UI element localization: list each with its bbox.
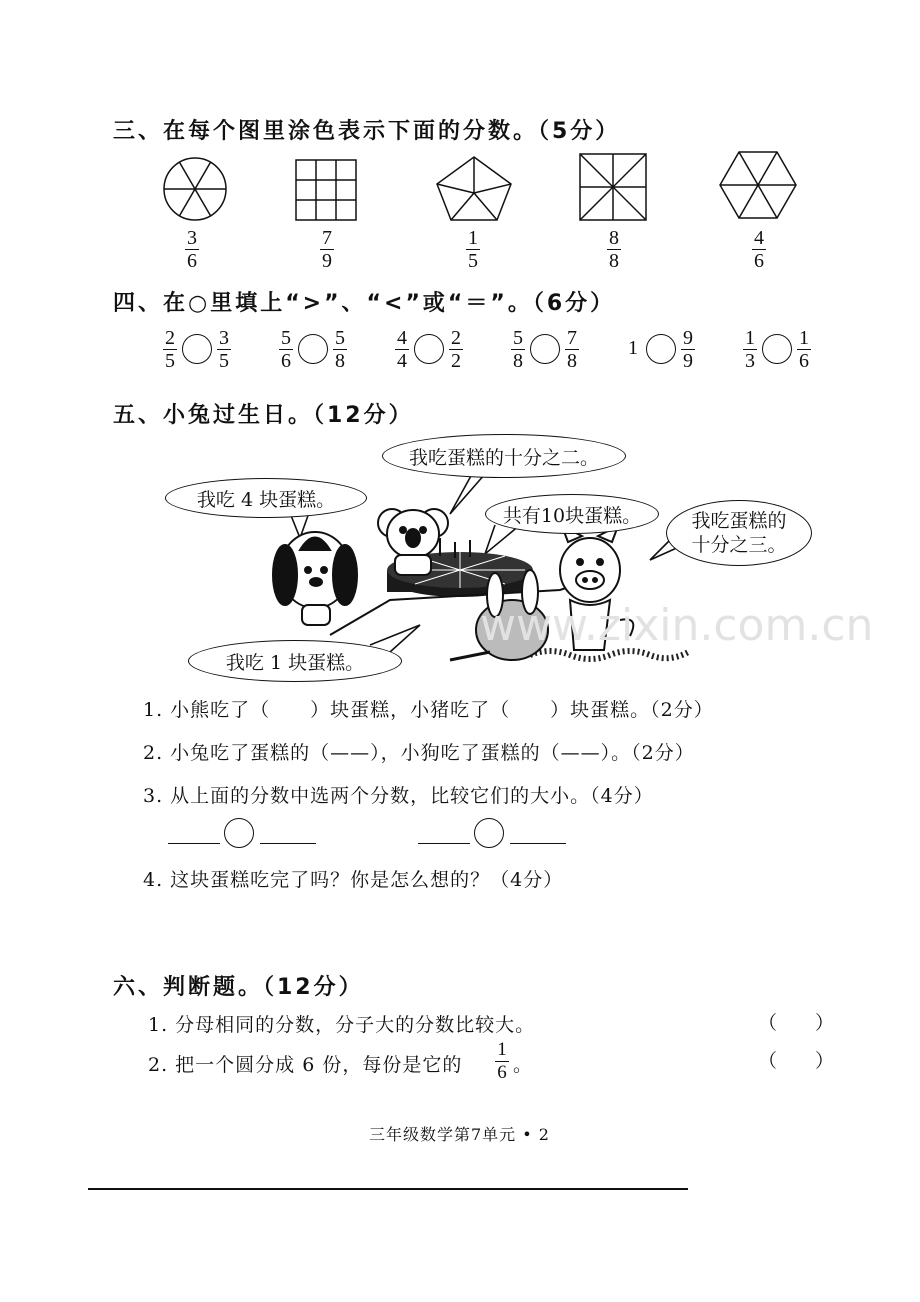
fraction-right: 2 2 xyxy=(451,327,461,372)
fraction-left: 5 6 xyxy=(281,327,291,372)
answer-blank[interactable] xyxy=(418,843,470,844)
hexagon-6-parts-figure xyxy=(720,152,796,218)
fraction-label: 8 8 xyxy=(609,227,619,272)
judgement-question-1: 1. 分母相同的分数，分子大的分数比较大。 xyxy=(148,1014,536,1036)
dog-speech-bubble: 我吃 4 块蛋糕。 xyxy=(165,478,367,518)
fraction-left: 1 3 xyxy=(745,327,755,372)
section-5-title: 五、小兔过生日。（12分） xyxy=(113,403,414,428)
whole-number-left: 1 xyxy=(628,337,638,359)
dog-figure xyxy=(273,532,357,625)
bottom-rule xyxy=(88,1188,688,1190)
question-5-4: 4. 这块蛋糕吃完了吗？你是怎么想的？（4分） xyxy=(143,869,564,891)
koala-speech-bubble: 我吃蛋糕的十分之二。 xyxy=(382,434,626,478)
question-5-3: 3. 从上面的分数中选两个分数，比较它们的大小。（4分） xyxy=(143,785,654,807)
fraction-label: 7 9 xyxy=(322,227,332,272)
compare-circle-input[interactable] xyxy=(646,334,676,364)
watermark: www.zixin.com.cn xyxy=(480,600,874,651)
fraction-label: 1 5 xyxy=(468,227,478,272)
compare-circle-input[interactable] xyxy=(298,334,328,364)
answer-blank[interactable] xyxy=(168,843,220,844)
compare-circle-input[interactable] xyxy=(762,334,792,364)
question-5-1: 1. 小熊吃了（ ）块蛋糕，小猪吃了（ ）块蛋糕。（2分） xyxy=(143,699,714,721)
pig-speech-bubble: 我吃蛋糕的 十分之三。 xyxy=(666,500,812,566)
grid-9-parts-figure xyxy=(296,160,356,220)
fraction-label: 4 6 xyxy=(754,227,764,272)
fraction-right: 9 9 xyxy=(683,327,693,372)
judgement-question-2: 2. 把一个圆分成 6 份，每份是它的 xyxy=(148,1054,463,1076)
section-6-title: 六、判断题。（12分） xyxy=(113,975,364,1000)
rabbit-speech-bubble: 我吃 1 块蛋糕。 xyxy=(188,640,402,682)
fraction-right: 1 6 xyxy=(799,327,809,372)
compare-circle-input[interactable] xyxy=(182,334,212,364)
compare-circle-input[interactable] xyxy=(224,818,254,848)
answer-blank[interactable] xyxy=(510,843,566,844)
compare-circle-input[interactable] xyxy=(414,334,444,364)
page-footer: 三年级数学第7单元 • 2 xyxy=(369,1125,550,1144)
total-speech-bubble: 共有10块蛋糕。 xyxy=(485,494,659,534)
judgement-fraction: 1 6 xyxy=(495,1040,509,1083)
circle-6-parts-figure xyxy=(164,158,226,220)
fraction-label: 3 6 xyxy=(187,227,197,272)
fraction-left: 2 5 xyxy=(165,327,175,372)
compare-circle-input[interactable] xyxy=(474,818,504,848)
section-3-shapes xyxy=(0,0,920,280)
answer-blank[interactable] xyxy=(260,843,316,844)
judgement-answer-box[interactable]: （ ） xyxy=(758,1050,835,1072)
question-5-2: 2. 小兔吃了蛋糕的（——），小狗吃了蛋糕的（——）。（2分） xyxy=(143,742,695,764)
square-8-parts-figure xyxy=(580,154,646,220)
section-3-title: 三、在每个图里涂色表示下面的分数。（5分） xyxy=(113,119,621,144)
fraction-right: 7 8 xyxy=(567,327,577,372)
fraction-right: 3 5 xyxy=(219,327,229,372)
pentagon-5-parts-figure xyxy=(437,157,511,220)
judgement-answer-box[interactable]: （ ） xyxy=(758,1012,835,1034)
compare-circle-input[interactable] xyxy=(530,334,560,364)
fraction-right: 5 8 xyxy=(335,327,345,372)
fraction-left: 5 8 xyxy=(513,327,523,372)
section-4-title: 四、在○里填上“>”、“<”或“＝”。（6分） xyxy=(113,291,616,316)
judgement-question-2-suffix: 。 xyxy=(513,1054,534,1076)
fraction-left: 4 4 xyxy=(397,327,407,372)
